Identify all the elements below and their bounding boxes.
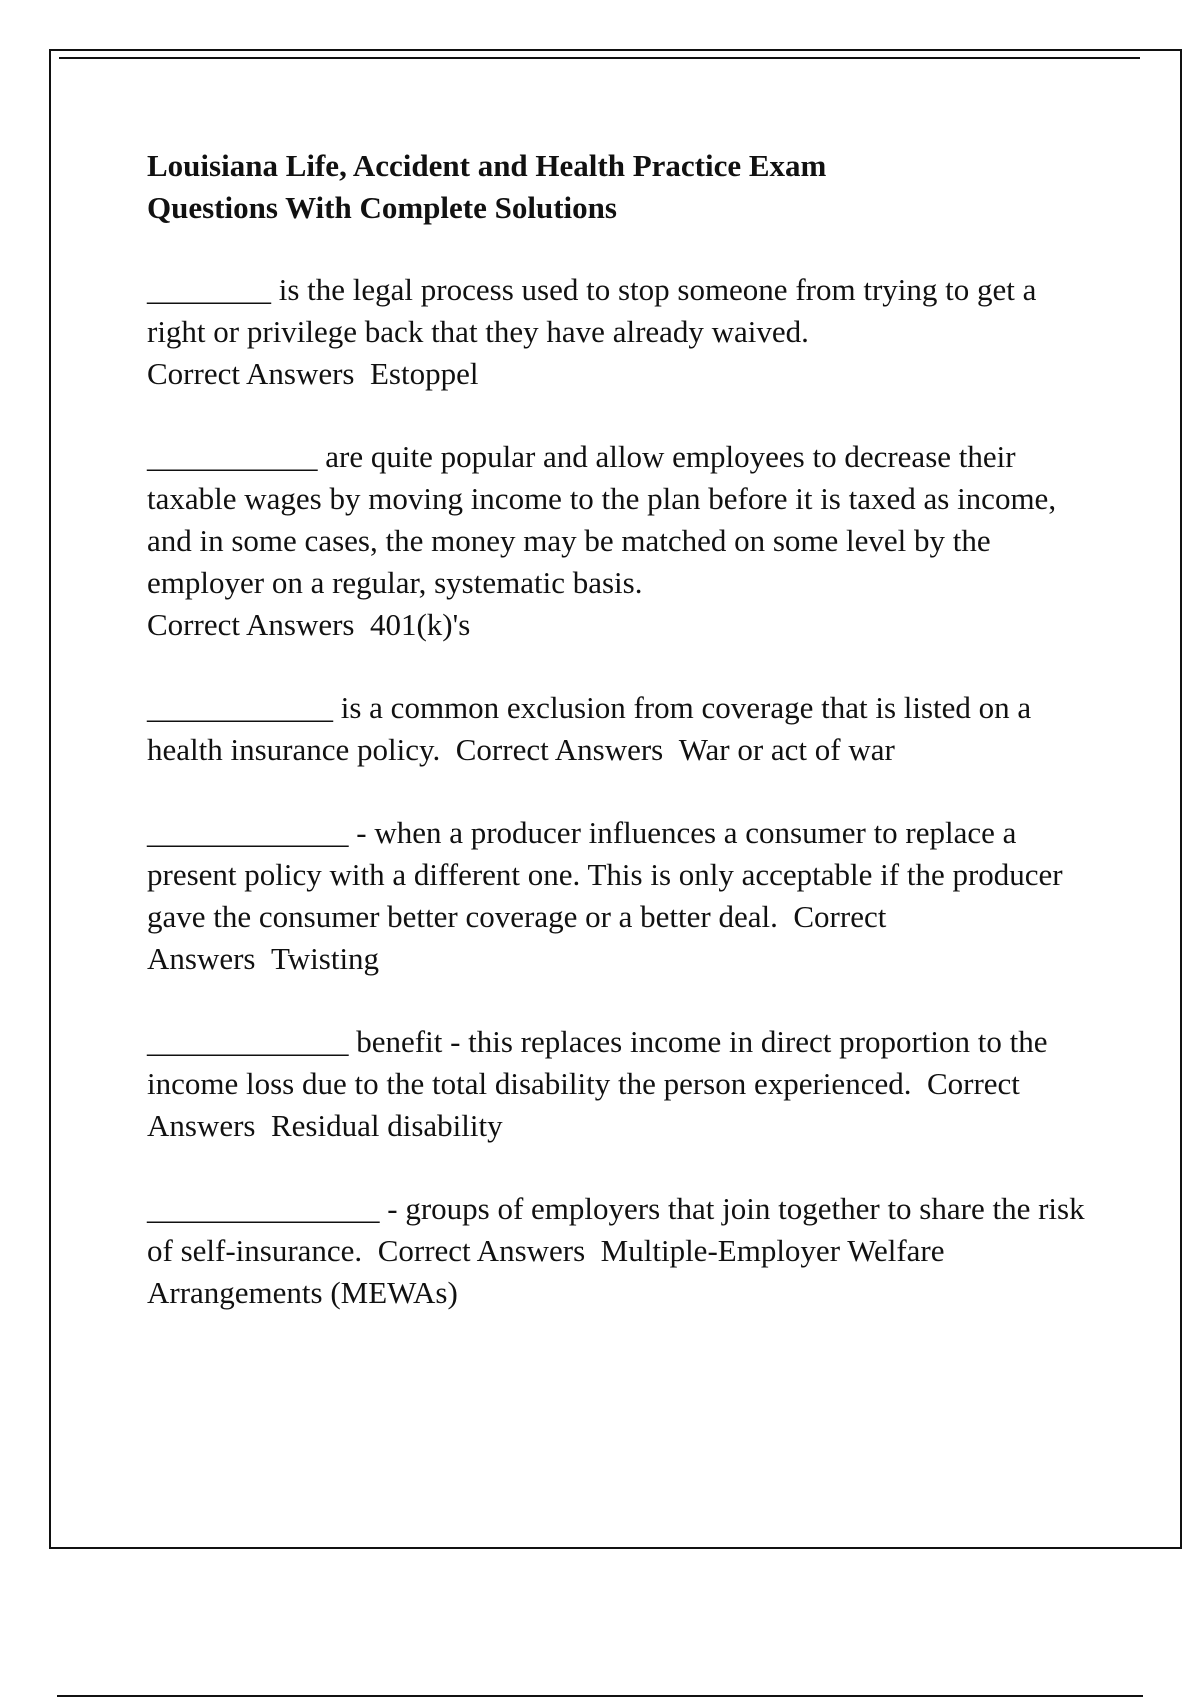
qa-item-4	[147, 812, 1097, 980]
answer-blank: ________	[147, 272, 271, 307]
title-line-1: Louisiana Life, Accident and Health Practice Exam	[147, 148, 827, 183]
answer-label: Correct Answers	[377, 1233, 586, 1268]
qa-item-6	[147, 1188, 1097, 1314]
answer-blank: _____________	[147, 815, 349, 850]
answer-text: Multiple-Employer Welfare Arrangements (MEWAs)	[147, 1233, 945, 1310]
qa-item-1	[147, 269, 1097, 395]
qa-item-5	[147, 1021, 1097, 1147]
question-text: is a common exclusion from coverage that is listed on a health insurance policy.	[147, 690, 1032, 767]
question-text: are quite popular and allow employees to decrease their taxable wages by moving income to the plan before it is taxed as income, and in some cases, the money may be matched on some level by the employer on a regular, systematic basis.	[147, 439, 1057, 600]
answer-text: 401(k)'s	[369, 607, 471, 642]
answer-text: Estoppel	[369, 356, 479, 391]
question-text: - when a producer influences a consumer to replace a present policy with a different one. This is only acceptable if the producer gave the consumer better coverage or a better deal.	[147, 815, 1063, 934]
answer-text: War or act of war	[678, 732, 895, 767]
answer-label: Correct Answers	[147, 607, 355, 642]
answer-text: Twisting	[271, 941, 380, 976]
answer-blank: ___________	[147, 439, 318, 474]
answer-text: Residual disability	[271, 1108, 503, 1143]
qa-item-3	[147, 687, 1097, 771]
answer-label: Correct Answers	[147, 1066, 1020, 1143]
document-body	[147, 145, 1097, 1355]
title-line-2: Questions With Complete Solutions	[147, 190, 617, 225]
answer-label: Correct Answers	[147, 899, 887, 976]
top-rule	[59, 57, 1140, 59]
answer-label: Correct Answers	[455, 732, 664, 767]
answer-blank: ____________	[147, 690, 333, 725]
question-text: is the legal process used to stop someone from trying to get a right or privilege back that they have already waived.	[147, 272, 1037, 349]
answer-blank: _______________	[147, 1191, 380, 1226]
question-text: benefit - this replaces income in direct proportion to the income loss due to the total disability the person experienced.	[147, 1024, 1048, 1101]
answer-label: Correct Answers	[147, 356, 355, 391]
question-text: - groups of employers that join together to share the risk of self-insurance.	[147, 1191, 1085, 1268]
bottom-rule	[57, 1695, 1143, 1697]
document-title	[147, 145, 1097, 229]
answer-blank: _____________	[147, 1024, 349, 1059]
qa-item-2	[147, 436, 1097, 646]
